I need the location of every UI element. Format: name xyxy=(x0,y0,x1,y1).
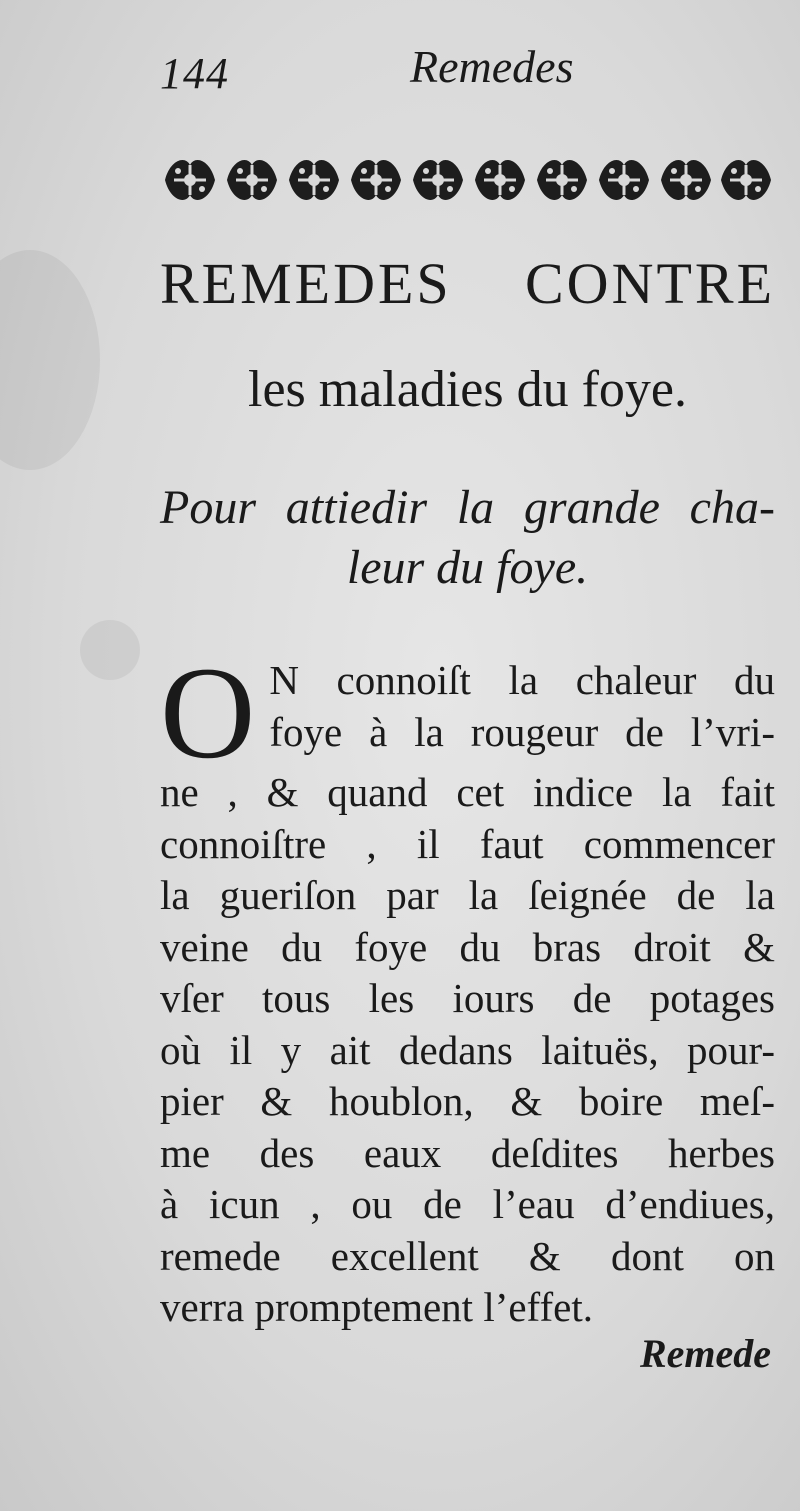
chapter-title-line2: les maladies du foye. xyxy=(248,361,687,418)
text-line: N connoiſt la chaleur du xyxy=(269,657,775,703)
section-heading-line1 xyxy=(160,478,775,538)
text-line: remede excellent & dont on xyxy=(160,1232,775,1279)
heading-word: grande xyxy=(523,481,660,534)
section-heading-line2: leur du foye. xyxy=(346,541,589,594)
drop-cap: O xyxy=(160,639,256,786)
text-line: ne , & quand cet indice la fait xyxy=(160,769,775,815)
text-line: verra promptement l’effet. xyxy=(160,1284,593,1330)
text-line: connoiſtre , il faut commencer xyxy=(160,820,775,867)
heading-word: la xyxy=(456,481,495,534)
text-line: à icun , ou de l’eau d’endiues, xyxy=(160,1181,775,1227)
running-head: Remedes xyxy=(410,41,574,92)
page-number: 144 xyxy=(160,49,229,98)
text-line: veine du foye du bras droit & xyxy=(160,923,775,970)
body-paragraph xyxy=(160,639,775,1334)
text-line: vſer tous les iours de potages xyxy=(160,975,775,1021)
chapter-title xyxy=(160,250,775,317)
heading-word: attiedir xyxy=(285,481,428,534)
page-stain xyxy=(0,250,100,470)
text-line: pier & houblon, & boire meſ- xyxy=(160,1078,775,1124)
heading-word: Pour xyxy=(160,481,256,534)
ornament-band xyxy=(160,145,775,215)
section-heading xyxy=(160,478,775,598)
title-word: CONTRE xyxy=(525,251,775,316)
catchword: Remede xyxy=(640,1331,772,1376)
text-line: la gueriſon par la ſeignée de la xyxy=(160,872,775,918)
heading-word: cha- xyxy=(689,481,775,534)
title-word: REMEDES xyxy=(160,251,452,316)
text-line: où il y ait dedans laituës, pour- xyxy=(160,1026,775,1073)
text-line: foye à la rougeur de l’vri- xyxy=(269,708,775,755)
page-stain xyxy=(80,620,140,680)
text-line: me des eaux deſdites herbes xyxy=(160,1129,775,1176)
